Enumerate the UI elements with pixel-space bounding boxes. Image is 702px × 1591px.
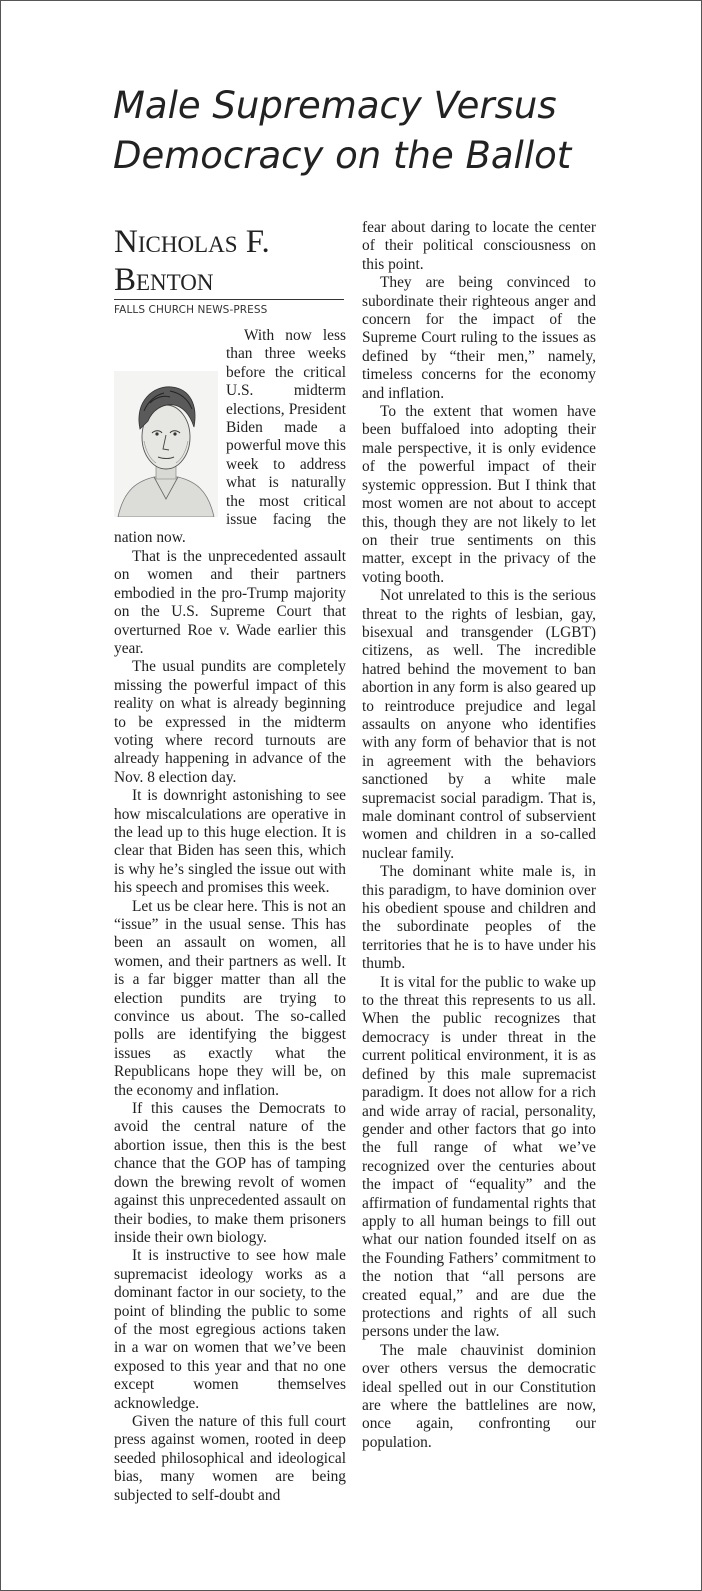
col1-paragraph-1: With now less than three weeks before the critical U.S. midterm elections, President Biden made a powerful move this week to address what is naturally the most critical issue facing the nation now. (114, 327, 346, 547)
col1-paragraph-7: It is instructive to see how male supremacist ideology works as a dominant factor in our society, to the point of blinding the public to some of the most egregious actions taken in a war on women that we’ve been exposed to this year and that no one except women themselves acknowledge. (114, 1247, 346, 1412)
col2-paragraph-1: They are being convinced to subordinate their righteous anger and concern for the impact of the Supreme Court ruling to the issues as defined by “their men,” namely, timeless concerns for the economy and inflation. (362, 274, 596, 402)
col1-paragraph-8: Given the nature of this full court press against women, rooted in deep seeded philosophical and ideological bias, many women are being subjected to self-doubt and (114, 1412, 346, 1504)
author-name-line-2: Benton (114, 262, 214, 298)
col2-paragraph-continued: fear about daring to locate the center of their political consciousness on this point. (362, 219, 596, 273)
col2-paragraph-4: The dominant white male is, in this paradigm, to have dominion over his obedient spouse and children and the subordinate peoples of the territories that he is to have under his thumb. (362, 863, 596, 973)
col1-paragraph-3: The usual pundits are completely missing the powerful impact of this reality on what is already beginning to be expressed in the midterm voting where record turnouts are already happening in advance of the Nov. 8 election day. (114, 658, 346, 786)
col1-paragraph-4: It is downright astonishing to see how miscalculations are operative in the lead up to this huge election. It is clear that Biden has seen this, which is why he’s singled the issue out with his speech and promises this week. (114, 787, 346, 897)
col1-paragraph-6: If this causes the Democrats to avoid the central nature of the abortion issue, then this is the best chance that the GOP has of tamping down the brewing revolt of women against this unprecedented assault on their bodies, to make them prisoners inside their own biology. (114, 1100, 346, 1246)
col2-paragraph-2: To the extent that women have been buffaloed into adopting their male perspective, it is only evidence of the powerful impact of their systemic oppression. But I think that most women are not about to accept this, though they are not likely to let on their true sentiments on this matter, except in the privacy of the voting booth. (362, 403, 596, 586)
article-column-1 (114, 327, 346, 1505)
col2-paragraph-6: The male chauvinist dominion over others versus the democratic ideal spelled out in our Constitution are where the battlelines are now, once again, confronting our population. (362, 1341, 596, 1451)
headline-line-2: Democracy on the Ballot (113, 134, 572, 177)
author-portrait (114, 371, 218, 517)
byline-divider (114, 299, 344, 300)
col1-paragraph-5: Let us be clear here. This is not an “issue” in the usual sense. This has been an assault on women, all women, and their partners as well. It is a far bigger matter than all the election pundits are trying to convince us about. The so-called polls are identifying the biggest issues as exactly what the Republicans hope they will be, on the economy and inflation. (114, 897, 346, 1099)
headline-line-1: Male Supremacy Versus (113, 84, 557, 127)
headline (113, 81, 673, 181)
col1-paragraph-2: That is the unprecedented assault on women and their partners embodied in the pro-Trump majority on the U.S. Supreme Court that overturned Roe v. Wade earlier this year. (114, 547, 346, 657)
col2-paragraph-5: It is vital for the public to wake up to the threat this represents to us all. When the public recognizes that democracy is under threat in the current political environment, it is as defined by this male supremacist paradigm. It does not allow for a rich and wide array of racial, personality, gender and other factors that go into the full range of what we’ve recognized over the centuries about the impact of “equality” and the affirmation of fundamental rights that apply to all human beings to fill out what our nation founded itself on as the Founding Fathers’ commitment to the notion that “all persons are created equal,” and are due the protections and rights of all such persons under the law. (362, 973, 596, 1341)
portrait-sketch-icon (114, 371, 218, 517)
author-byline (114, 223, 344, 299)
outlet-name: FALLS CHURCH NEWS-PRESS (114, 304, 268, 316)
article-column-2 (362, 219, 596, 1452)
col2-paragraph-3: Not unrelated to this is the serious threat to the rights of lesbian, gay, bisexual and transgender (LGBT) citizens, as well. The incredible hatred behind the movement to ban abortion in any form is also geared up to reintroduce prejudice and legal assaults on anyone who identifies with any form of behavior that is not in agreement with the behaviors sanctioned by a white male supremacist social paradigm. That is, male dominant control of subservient women and children in a so-called nuclear family. (362, 587, 596, 862)
author-name-line-1: Nicholas F. (114, 224, 270, 260)
